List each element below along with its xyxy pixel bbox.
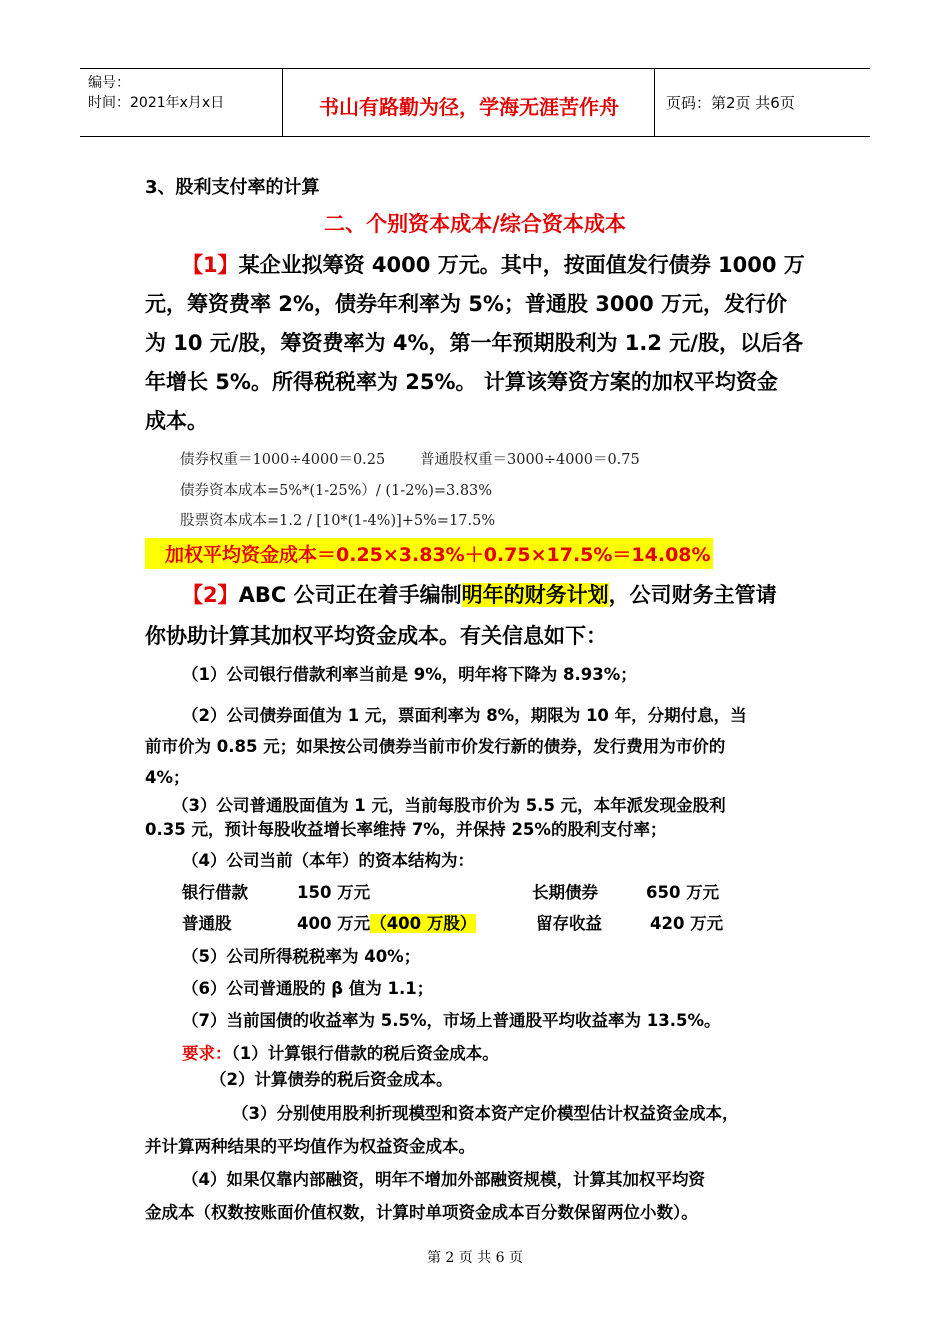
q1-line: 年增长 5%。所得税税率为 25%。 计算该筹资方案的加权平均资金 (145, 370, 778, 394)
q2-item-2-cont: 4%； (145, 768, 190, 787)
q2-item-5: （5）公司所得税税率为 40%； (182, 947, 421, 966)
capital-common-value: 400 万元 (297, 914, 371, 933)
q1-line: 为 10 元/股，筹资费率为 4%，第一年预期股利为 1.2 元/股，以后各 (145, 331, 803, 355)
capital-common-label: 普通股 (182, 914, 232, 933)
header-divider (282, 69, 283, 136)
q2-item-3: （3）公司普通股面值为 1 元，当前每股市价为 5.5 元，本年派发现金股利 (172, 796, 726, 815)
page-header (80, 68, 870, 137)
header-date: 时间：2021年x月x日 (88, 95, 225, 111)
q2-intro: ABC 公司正在着手编制 (238, 583, 462, 607)
q2-item-2: （2）公司债券面值为 1 元，票面利率为 8%，期限为 10 年，分期付息，当 (182, 706, 747, 725)
q1-line: 成本。 (145, 409, 208, 433)
requirement-4: （4）如果仅靠内部融资，明年不增加外部融资规模，计算其加权平均资 (182, 1170, 705, 1189)
q2-tag: 【2】 (182, 583, 239, 607)
header-meta (88, 73, 224, 113)
calc-stock-weight: 普通股权重＝3000÷4000＝0.75 (420, 452, 640, 468)
section2-title: 二、个别资本成本/综合资本成本 (324, 212, 626, 236)
section3-title: 3、股利支付率的计算 (145, 177, 320, 198)
calc-bond-weight: 债券权重＝1000÷4000＝0.25 (180, 452, 386, 468)
header-divider (654, 69, 655, 136)
capital-bond-value: 650 万元 (646, 883, 720, 902)
q2-intro-highlight: 明年的财务计划 (461, 583, 609, 607)
header-number: 编号： (88, 75, 130, 91)
capital-bank-loan-label: 银行借款 (182, 883, 248, 902)
requirement-2: （2）计算债券的税后资金成本。 (210, 1070, 453, 1089)
q2-item-4: （4）公司当前（本年）的资本结构为： (182, 851, 474, 870)
requirement-3-cont: 并计算两种结果的平均值作为权益资金成本。 (145, 1137, 475, 1156)
q2-intro: ，公司财务主管请 (608, 583, 777, 607)
requirement-1: （1）计算银行借款的税后资金成本。 (231, 1044, 499, 1063)
capital-bond-label: 长期债券 (532, 883, 598, 902)
q2-intro-line2: 你协助计算其加权平均资金成本。有关信息如下： (145, 624, 607, 648)
calc-stock-cost: 股票资本成本=1.2 / [10*(1-4%)]+5%=17.5% (180, 513, 496, 529)
requirements-label: 要求： (182, 1044, 232, 1063)
q2-item-6: （6）公司普通股的 β 值为 1.1； (182, 979, 434, 998)
capital-common-shares: （400 万股） (370, 914, 477, 933)
q2-item-3-cont: 0.35 元，预计每股收益增长率维持 7%，并保持 25%的股利支付率； (145, 820, 667, 839)
page-footer: 第 2 页 共 6 页 (426, 1250, 524, 1266)
q1-line: 元，筹资费率 2%，债券年利率为 5%；普通股 3000 万元，发行价 (145, 292, 787, 316)
q2-item-2-cont: 前市价为 0.85 元；如果按公司债券当前市价发行新的债券，发行费用为市价的 (145, 737, 726, 756)
requirement-3: （3）分别使用股利折现模型和资本资产定价模型估计权益资金成本， (232, 1104, 739, 1123)
q2-item-1: （1）公司银行借款利率当前是 9%，明年将下降为 8.93%； (182, 665, 637, 684)
q2-item-7: （7）当前国债的收益率为 5.5%，市场上普通股平均收益率为 13.5%。 (182, 1011, 721, 1030)
calc-bond-cost: 债券资本成本=5%*(1-25%）/ (1-2%)=3.83% (180, 483, 493, 499)
q1-result: 加权平均资金成本＝0.25×3.83%＋0.75×17.5%＝14.08% (145, 538, 713, 569)
requirement-4-cont: 金成本（权数按账面价值权数，计算时单项资金成本百分数保留两位小数）。 (145, 1203, 698, 1222)
capital-bank-loan-value: 150 万元 (297, 883, 371, 902)
capital-retained-label: 留存收益 (536, 914, 602, 933)
q1-tag: 【1】 (182, 253, 239, 277)
header-motto: 书山有路勤为径，学海无涯苦作舟 (319, 95, 619, 119)
header-page-info: 页码：第2页 共6页 (666, 94, 795, 112)
capital-retained-value: 420 万元 (650, 914, 724, 933)
q1-line: 某企业拟筹资 4000 万元。其中，按面值发行债券 1000 万 (238, 253, 805, 277)
